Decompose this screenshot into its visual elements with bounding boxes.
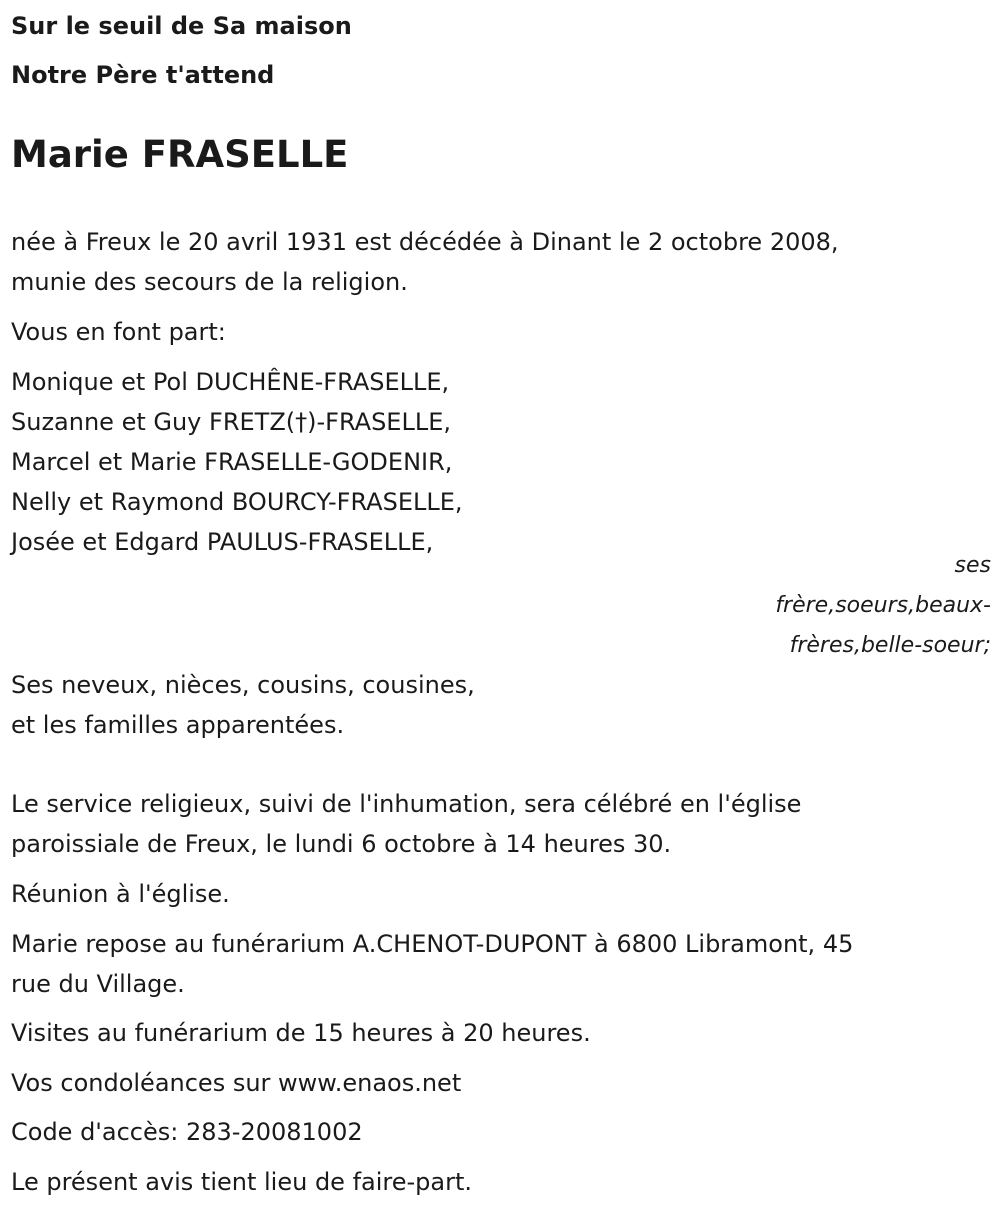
relation-line-3: frères,belle-soeur;	[789, 633, 991, 658]
family-list	[11, 362, 991, 562]
verse-line-2: Notre Père t'attend	[11, 61, 275, 89]
relation-note	[731, 546, 991, 666]
family-member: Josée et Edgard PAULUS-FRASELLE,	[11, 528, 434, 556]
funeral-home-line-2: rue du Village.	[11, 970, 185, 998]
extended-family-line-2: et les familles apparentées.	[11, 711, 345, 739]
family-member: Nelly et Raymond BOURCY-FRASELLE,	[11, 488, 463, 516]
closing-note: Le présent avis tient lieu de faire-part.	[11, 1168, 473, 1196]
verse-line-1: Sur le seuil de Sa maison	[11, 12, 352, 40]
visits-note: Visites au funérarium de 15 heures à 20 heures.	[11, 1019, 591, 1047]
intro-paragraph	[11, 222, 991, 302]
access-code: Code d'accès: 283-20081002	[11, 1118, 363, 1146]
family-member: Monique et Pol DUCHÊNE-FRASELLE,	[11, 368, 450, 396]
family-member: Suzanne et Guy FRETZ(†)-FRASELLE,	[11, 408, 452, 436]
condolences-note: Vos condoléances sur www.enaos.net	[11, 1069, 462, 1097]
meeting-note: Réunion à l'église.	[11, 880, 230, 908]
intro-line-2: munie des secours de la religion.	[11, 268, 408, 296]
relation-line-2: frère,soeurs,beaux-	[775, 593, 991, 618]
funeral-home-line-1: Marie repose au funérarium A.CHENOT-DUPONT à 6800 Libramont, 45	[11, 930, 854, 958]
extended-family-line-1: Ses neveux, nièces, cousins, cousines,	[11, 671, 475, 699]
service-line-1: Le service religieux, suivi de l'inhumation, sera célébré en l'église	[11, 790, 802, 818]
deceased-name: Marie FRASELLE	[11, 133, 349, 176]
service-line-2: paroissiale de Freux, le lundi 6 octobre à 14 heures 30.	[11, 830, 672, 858]
announcement: Vous en font part:	[11, 318, 226, 346]
relation-line-1: ses	[954, 553, 991, 578]
service-paragraph	[11, 784, 991, 864]
family-member: Marcel et Marie FRASELLE-GODENIR,	[11, 448, 453, 476]
funeral-home-paragraph	[11, 924, 991, 1004]
obituary-notice	[11, 0, 991, 1196]
intro-line-1: née à Freux le 20 avril 1931 est décédée à Dinant le 2 octobre 2008,	[11, 228, 839, 256]
extended-family	[11, 665, 991, 745]
